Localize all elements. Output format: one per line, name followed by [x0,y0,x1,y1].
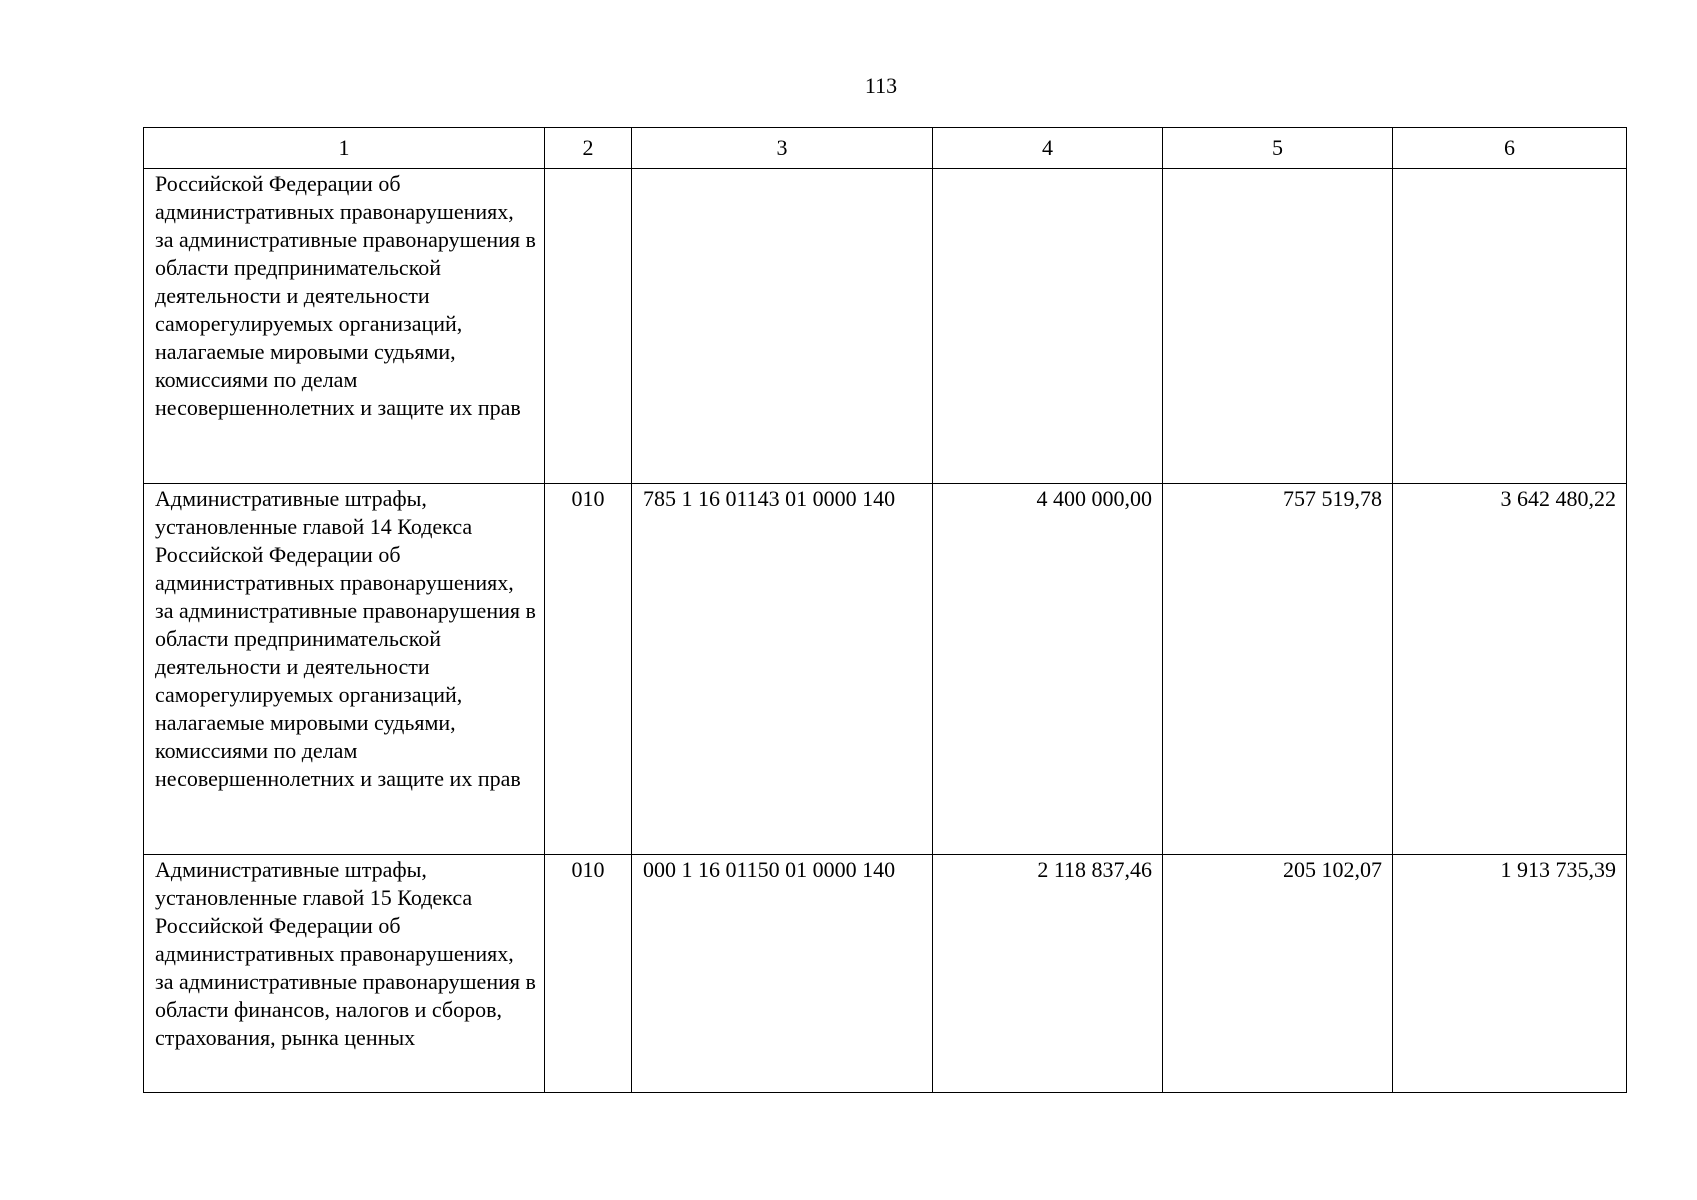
approved-amount-cell: 4 400 000,00 [933,484,1163,855]
unexecuted-amount-cell: 1 913 735,39 [1393,855,1627,1093]
column-header-2: 2 [545,128,632,169]
executed-amount-cell: 205 102,07 [1163,855,1393,1093]
table-row [144,484,1627,855]
budget-code-cell [632,169,933,484]
budget-execution-table [143,127,1627,1093]
line-code-cell: 010 [545,484,632,855]
column-header-5: 5 [1163,128,1393,169]
approved-amount-cell [933,169,1163,484]
income-name-cell: Административные штрафы, установленные главой 14 Кодекса Российской Федерации об административных правонарушениях, за административные правонарушения в области предпринимательской деятельности и деятельности саморегулируемых организаций, налагаемые мировыми судьями, комиссиями по делам несовершеннолетних и защите их прав [144,484,545,855]
unexecuted-amount-cell [1393,169,1627,484]
table-row [144,169,1627,484]
table-header-row [144,128,1627,169]
column-header-3: 3 [632,128,933,169]
income-name-cell: Российской Федерации об административных правонарушениях, за административные правонарушения в области предпринимательской деятельности и деятельности саморегулируемых организаций, налагаемые мировыми судьями, комиссиями по делам несовершеннолетних и защите их прав [144,169,545,484]
executed-amount-cell: 757 519,78 [1163,484,1393,855]
line-code-cell [545,169,632,484]
column-header-4: 4 [933,128,1163,169]
budget-code-cell: 785 1 16 01143 01 0000 140 [632,484,933,855]
column-header-1: 1 [144,128,545,169]
executed-amount-cell [1163,169,1393,484]
table-row [144,855,1627,1093]
income-name-cell: Административные штрафы, установленные главой 15 Кодекса Российской Федерации об административных правонарушениях, за административные правонарушения в области финансов, налогов и сборов, страхования, рынка ценных [144,855,545,1093]
approved-amount-cell: 2 118 837,46 [933,855,1163,1093]
line-code-cell: 010 [545,855,632,1093]
page-number: 113 [864,73,898,98]
column-header-6: 6 [1393,128,1627,169]
unexecuted-amount-cell: 3 642 480,22 [1393,484,1627,855]
budget-code-cell: 000 1 16 01150 01 0000 140 [632,855,933,1093]
